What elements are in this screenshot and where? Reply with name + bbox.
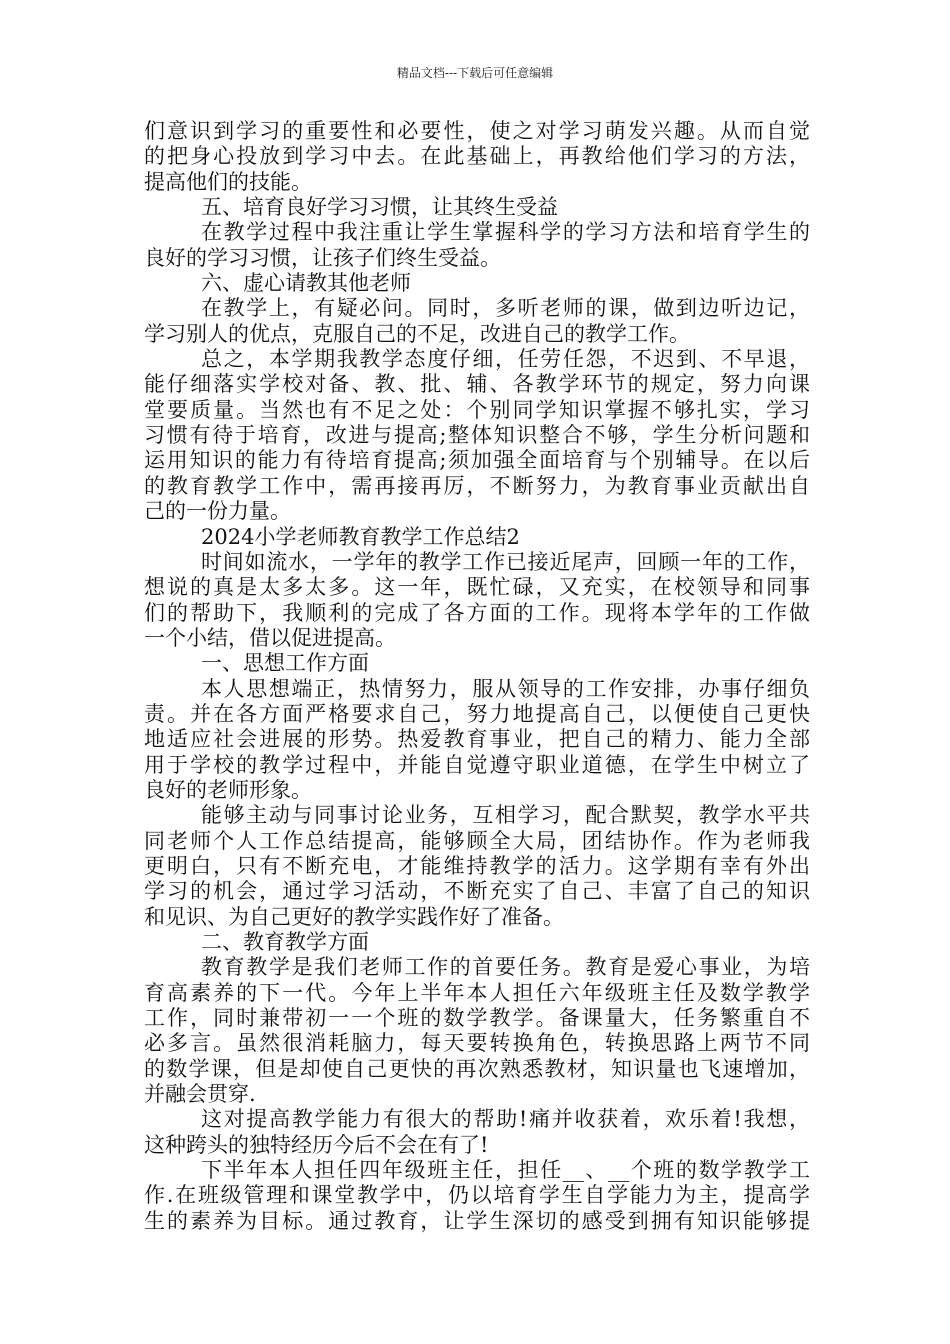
text-line: 用于学校的教学过程中，并能自觉遵守职业道德，在学生中树立了 [144, 752, 810, 777]
text-line: 的数学课，但是却使自己更快的再次熟悉教材，知识量也飞速增加， [144, 1056, 810, 1081]
text-line: 学习别人的优点，克服自己的不足，改进自己的教学工作。 [144, 321, 690, 346]
text-line: 的把身心投放到学习中去。在此基础上，再教给他们学习的方法， [144, 144, 810, 169]
text-line: 提高他们的技能。 [144, 169, 312, 194]
text-line: 良好的学习习惯，让孩子们终生受益。 [144, 245, 501, 270]
text-line: 并融会贯穿. [144, 1082, 256, 1107]
document-body [144, 119, 810, 1234]
text-line: 和见识、为自己更好的教学实践作好了准备。 [144, 904, 564, 929]
text-line: 堂要质量。当然也有不足之处：个别同学知识掌握不够扎实，学习 [144, 397, 810, 422]
text-line: 们的帮助下，我顺利的完成了各方面的工作。现将本学年的工作做 [144, 600, 810, 625]
text-line: 同老师个人工作总结提高，能够顾全大局，团结协作。作为老师我 [144, 828, 810, 853]
text-line: 在教学过程中我注重让学生掌握科学的学习方法和培育学生的 [201, 220, 810, 245]
text-line: 能够主动与同事讨论业务，互相学习，配合默契，教学水平共 [201, 803, 810, 828]
text-line: 己的一份力量。 [144, 499, 291, 524]
text-line: 们意识到学习的重要性和必要性，使之对学习萌发兴趣。从而自觉 [144, 119, 810, 143]
text-line: 运用知识的能力有待培育提高;须加强全面培育与个别辅导。在以后 [144, 448, 810, 473]
text-line: 习惯有待于培育，改进与提高;整体知识整合不够，学生分析问题和 [144, 423, 810, 448]
text-line: 工作，同时兼带初一一个班的数学教学。备课量大，任务繁重自不 [144, 1006, 810, 1031]
text-line: 2024小学老师教育教学工作总结2 [201, 524, 520, 549]
text-line: 地适应社会进展的形势。热爱教育事业，把自己的精力、能力全部 [144, 727, 810, 752]
text-line: 下半年本人担任四年级班主任，担任__、__个班的数学教学工 [201, 1158, 810, 1183]
text-line: 时间如流水，一学年的教学工作已接近尾声，回顾一年的工作， [201, 549, 810, 574]
text-line: 必多言。虽然很消耗脑力，每天要转换角色，转换思路上两节不同 [144, 1031, 810, 1056]
text-line: 能仔细落实学校对备、教、批、辅、各教学环节的规定，努力向课 [144, 372, 810, 397]
text-line: 作.在班级管理和课堂教学中，仍以培育学生自学能力为主，提高学 [144, 1183, 810, 1208]
text-line: 本人思想端正，热情努力，服从领导的工作安排，办事仔细负 [201, 676, 810, 701]
text-line: 责。并在各方面严格要求自己，努力地提高自己，以便使自己更快 [144, 701, 810, 726]
page-header: 精品文档---下载后可任意编辑 [396, 66, 554, 80]
text-line: 六、虚心请教其他老师 [201, 271, 411, 296]
text-line: 的教育教学工作中，需再接再厉，不断努力，为教育事业贡献出自 [144, 473, 810, 498]
text-line: 想说的真是太多太多。这一年，既忙碌，又充实，在校领导和同事 [144, 575, 810, 600]
text-line: 更明白，只有不断充电，才能维持教学的活力。这学期有幸有外出 [144, 853, 810, 878]
text-line: 五、培育良好学习习惯，让其终生受益 [201, 195, 558, 220]
text-line: 生的素养为目标。通过教育，让学生深切的感受到拥有知识能够提 [144, 1208, 810, 1233]
text-line: 育高素养的下一代。今年上半年本人担任六年级班主任及数学教学 [144, 980, 810, 1005]
text-line: 一、思想工作方面 [201, 651, 369, 676]
text-line: 一个小结，借以促进提高。 [144, 625, 396, 650]
text-line: 良好的老师形象。 [144, 777, 312, 802]
text-line: 总之，本学期我教学态度仔细，任劳任怨，不迟到、不早退， [201, 347, 810, 372]
text-line: 这对提高教学能力有很大的帮助!痛并收获着，欢乐着!我想， [201, 1107, 810, 1132]
text-line: 二、教育教学方面 [201, 930, 369, 954]
text-line: 教育教学是我们老师工作的首要任务。教育是爱心事业，为培 [201, 955, 810, 980]
text-line: 在教学上，有疑必问。同时，多听老师的课，做到边听边记， [201, 296, 810, 321]
text-line: 学习的机会，通过学习活动，不断充实了自己、丰富了自己的知识 [144, 879, 810, 904]
text-line: 这种跨头的独特经历今后不会在有了! [144, 1132, 489, 1157]
